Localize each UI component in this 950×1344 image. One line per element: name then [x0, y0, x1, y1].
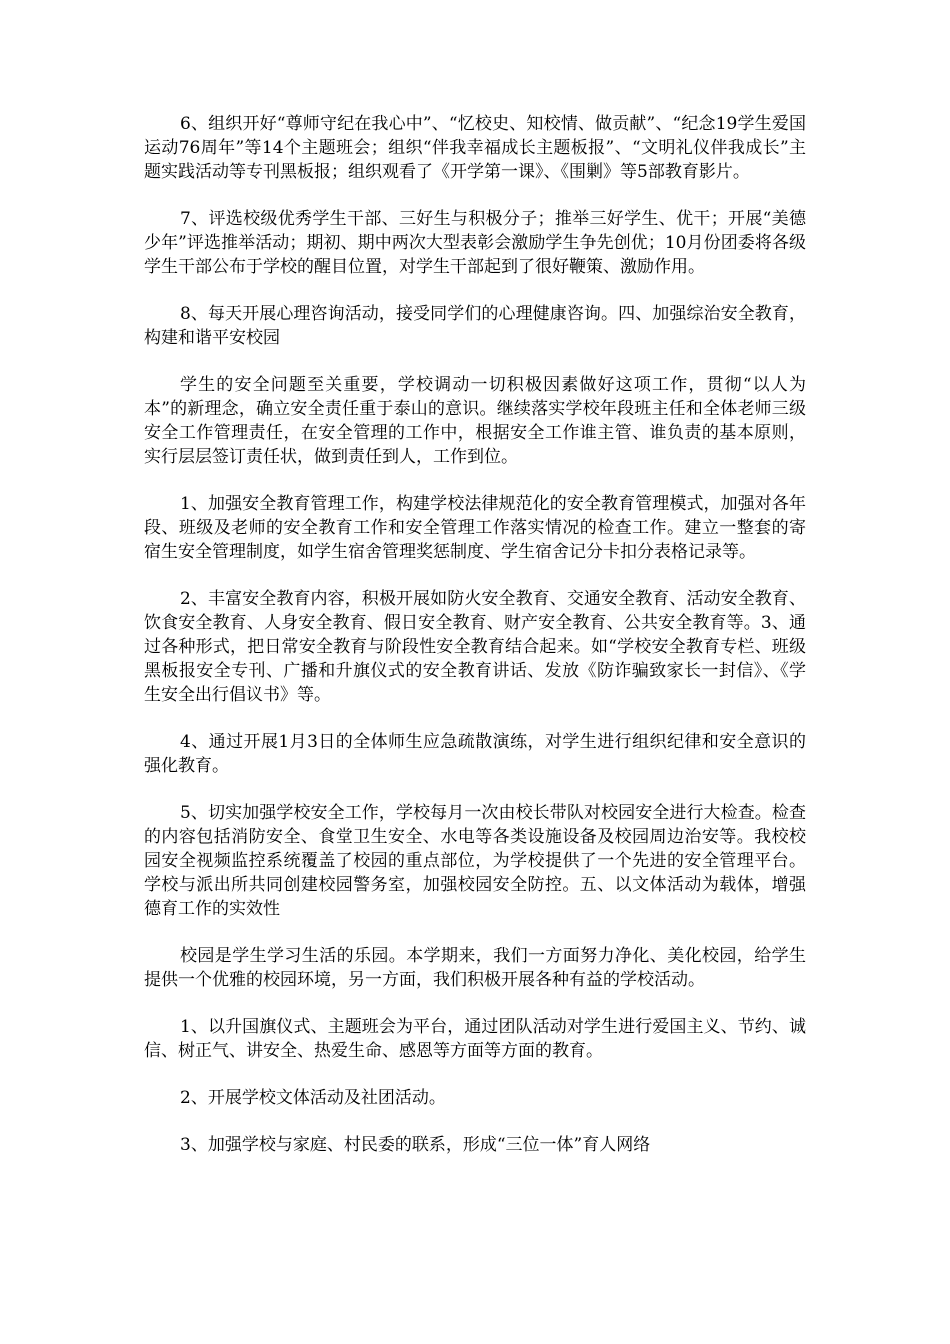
paragraph-campus-activities-intro: 校园是学生学习生活的乐园。本学期来，我们一方面努力净化、美化校园，给学生提供一个优雅的校园环境，另一方面，我们积极开展各种有益的学校活动。 — [144, 946, 806, 990]
paragraph-safety-item-5: 5、切实加强学校安全工作，学校每月一次由校长带队对校园安全进行大检查。检查的内容包括消防安全、食堂卫生安全、水电等各类设施设备及校园周边治安等。我校校园安全视频监控系统覆盖了校园的重点部位，为学校提供了一个先进的安全管理平台。学校与派出所共同创建校园警务室，加强校园安全防控。五、以文体活动为载体，增强德育工作的实效性 — [144, 803, 806, 919]
paragraph-item-8-counseling: 8、每天开展心理咨询活动，接受同学们的心理健康咨询。四、加强综治安全教育，构建和谐平安校园 — [144, 304, 806, 348]
paragraph-safety-item-2-3: 2、丰富安全教育内容，积极开展如防火安全教育、交通安全教育、活动安全教育、饮食安全教育、人身安全教育、假日安全教育、财产安全教育、公共安全教育等。3、通过各种形式，把日常安全教育与阶段性安全教育结合起来。如“学校安全教育专栏、班级黑板报安全专刊、广播和升旗仪式的安全教育讲话、发放《防诈骗致家长一封信》、《学生安全出行倡议书》等。 — [144, 589, 806, 705]
paragraph-safety-intro: 学生的安全问题至关重要，学校调动一切积极因素做好这项工作，贯彻“以人为本”的新理念，确立安全责任重于泰山的意识。继续落实学校年段班主任和全体老师三级安全工作管理责任，在安全管理的工作中，根据安全工作谁主管、谁负责的基本原则，实行层层签订责任状，做到责任到人，工作到位。 — [144, 375, 806, 467]
paragraph-activities-item-2: 2、开展学校文体活动及社团活动。 — [180, 1088, 446, 1108]
paragraph-safety-item-4: 4、通过开展1月3日的全体师生应急疏散演练，对学生进行组织纪律和安全意识的强化教育。 — [144, 732, 806, 776]
paragraph-safety-item-1: 1、加强安全教育管理工作，构建学校法律规范化的安全教育管理模式，加强对各年段、班级及老师的安全教育工作和安全管理工作落实情况的检查工作。建立一整套的寄宿生安全管理制度，如学生宿舍管理奖惩制度、学生宿舍记分卡扣分表格记录等。 — [144, 494, 806, 562]
paragraph-item-6-class-meetings: 6、组织开好“尊师守纪在我心中”、“忆校史、知校情、做贡献”、“纪念19学生爱国运动76周年”等14个主题班会；组织“伴我幸福成长主题板报”、“文明礼仪伴我成长”主题实践活动等专刊黑板报；组织观看了《开学第一课》、《围剿》等5部教育影片。 — [144, 114, 806, 182]
paragraph-item-7-student-awards: 7、评选校级优秀学生干部、三好生与积极分子；推举三好学生、优干；开展“美德少年”评选推举活动；期初、期中两次大型表彰会激励学生争先创优；10月份团委将各级学生干部公布于学校的醒目位置，对学生干部起到了很好鞭策、激励作用。 — [144, 209, 806, 277]
paragraph-activities-item-3: 3、加强学校与家庭、村民委的联系，形成“三位一体”育人网络 — [180, 1135, 651, 1155]
document-page — [144, 112, 806, 1180]
paragraph-activities-item-1: 1、以升国旗仪式、主题班会为平台，通过团队活动对学生进行爱国主义、节约、诚信、树正气、讲安全、热爱生命、感恩等方面等方面的教育。 — [144, 1017, 806, 1061]
